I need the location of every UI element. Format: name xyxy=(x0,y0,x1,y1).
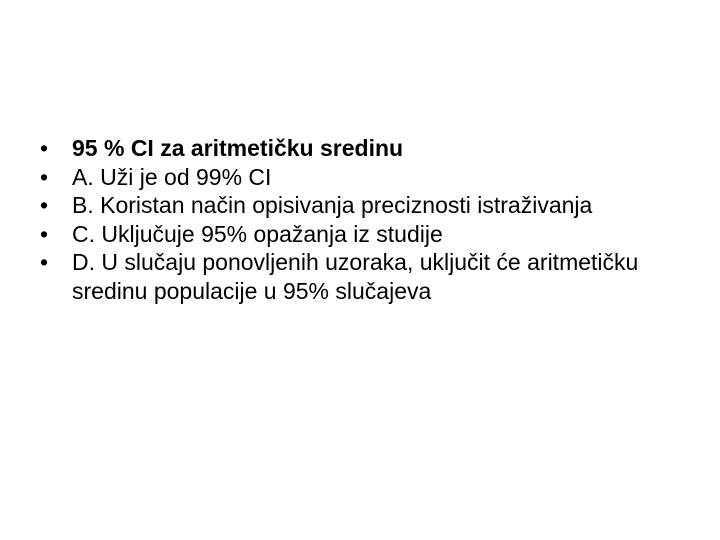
bullet-text: B. Koristan način opisivanja preciznosti istraživanja xyxy=(72,192,593,218)
bullet-text: A. Uži je od 99% CI xyxy=(72,163,272,190)
bullet-list xyxy=(40,134,690,305)
bullet-text: D. U slučaju ponovljenih uzoraka, uključit će aritmetičku sredinu populacije u 95% slučajeva xyxy=(72,249,639,304)
bullet-item-option-c xyxy=(40,220,690,249)
bullet-item-option-b xyxy=(40,191,690,220)
bullet-dot-icon: • xyxy=(40,192,49,218)
bullet-item-option-d xyxy=(40,248,690,305)
bullet-dot-icon: • xyxy=(40,220,49,247)
bullet-text: 95 % CI za aritmetičku sredinu xyxy=(72,135,404,161)
bullet-text: C. Uključuje 95% opažanja iz studije xyxy=(72,220,443,247)
bullet-item-option-a xyxy=(40,163,690,192)
bullet-dot-icon: • xyxy=(40,163,49,190)
bullet-dot-icon: • xyxy=(40,249,49,275)
bullet-dot-icon: • xyxy=(40,135,49,161)
bullet-item-question xyxy=(40,134,690,163)
